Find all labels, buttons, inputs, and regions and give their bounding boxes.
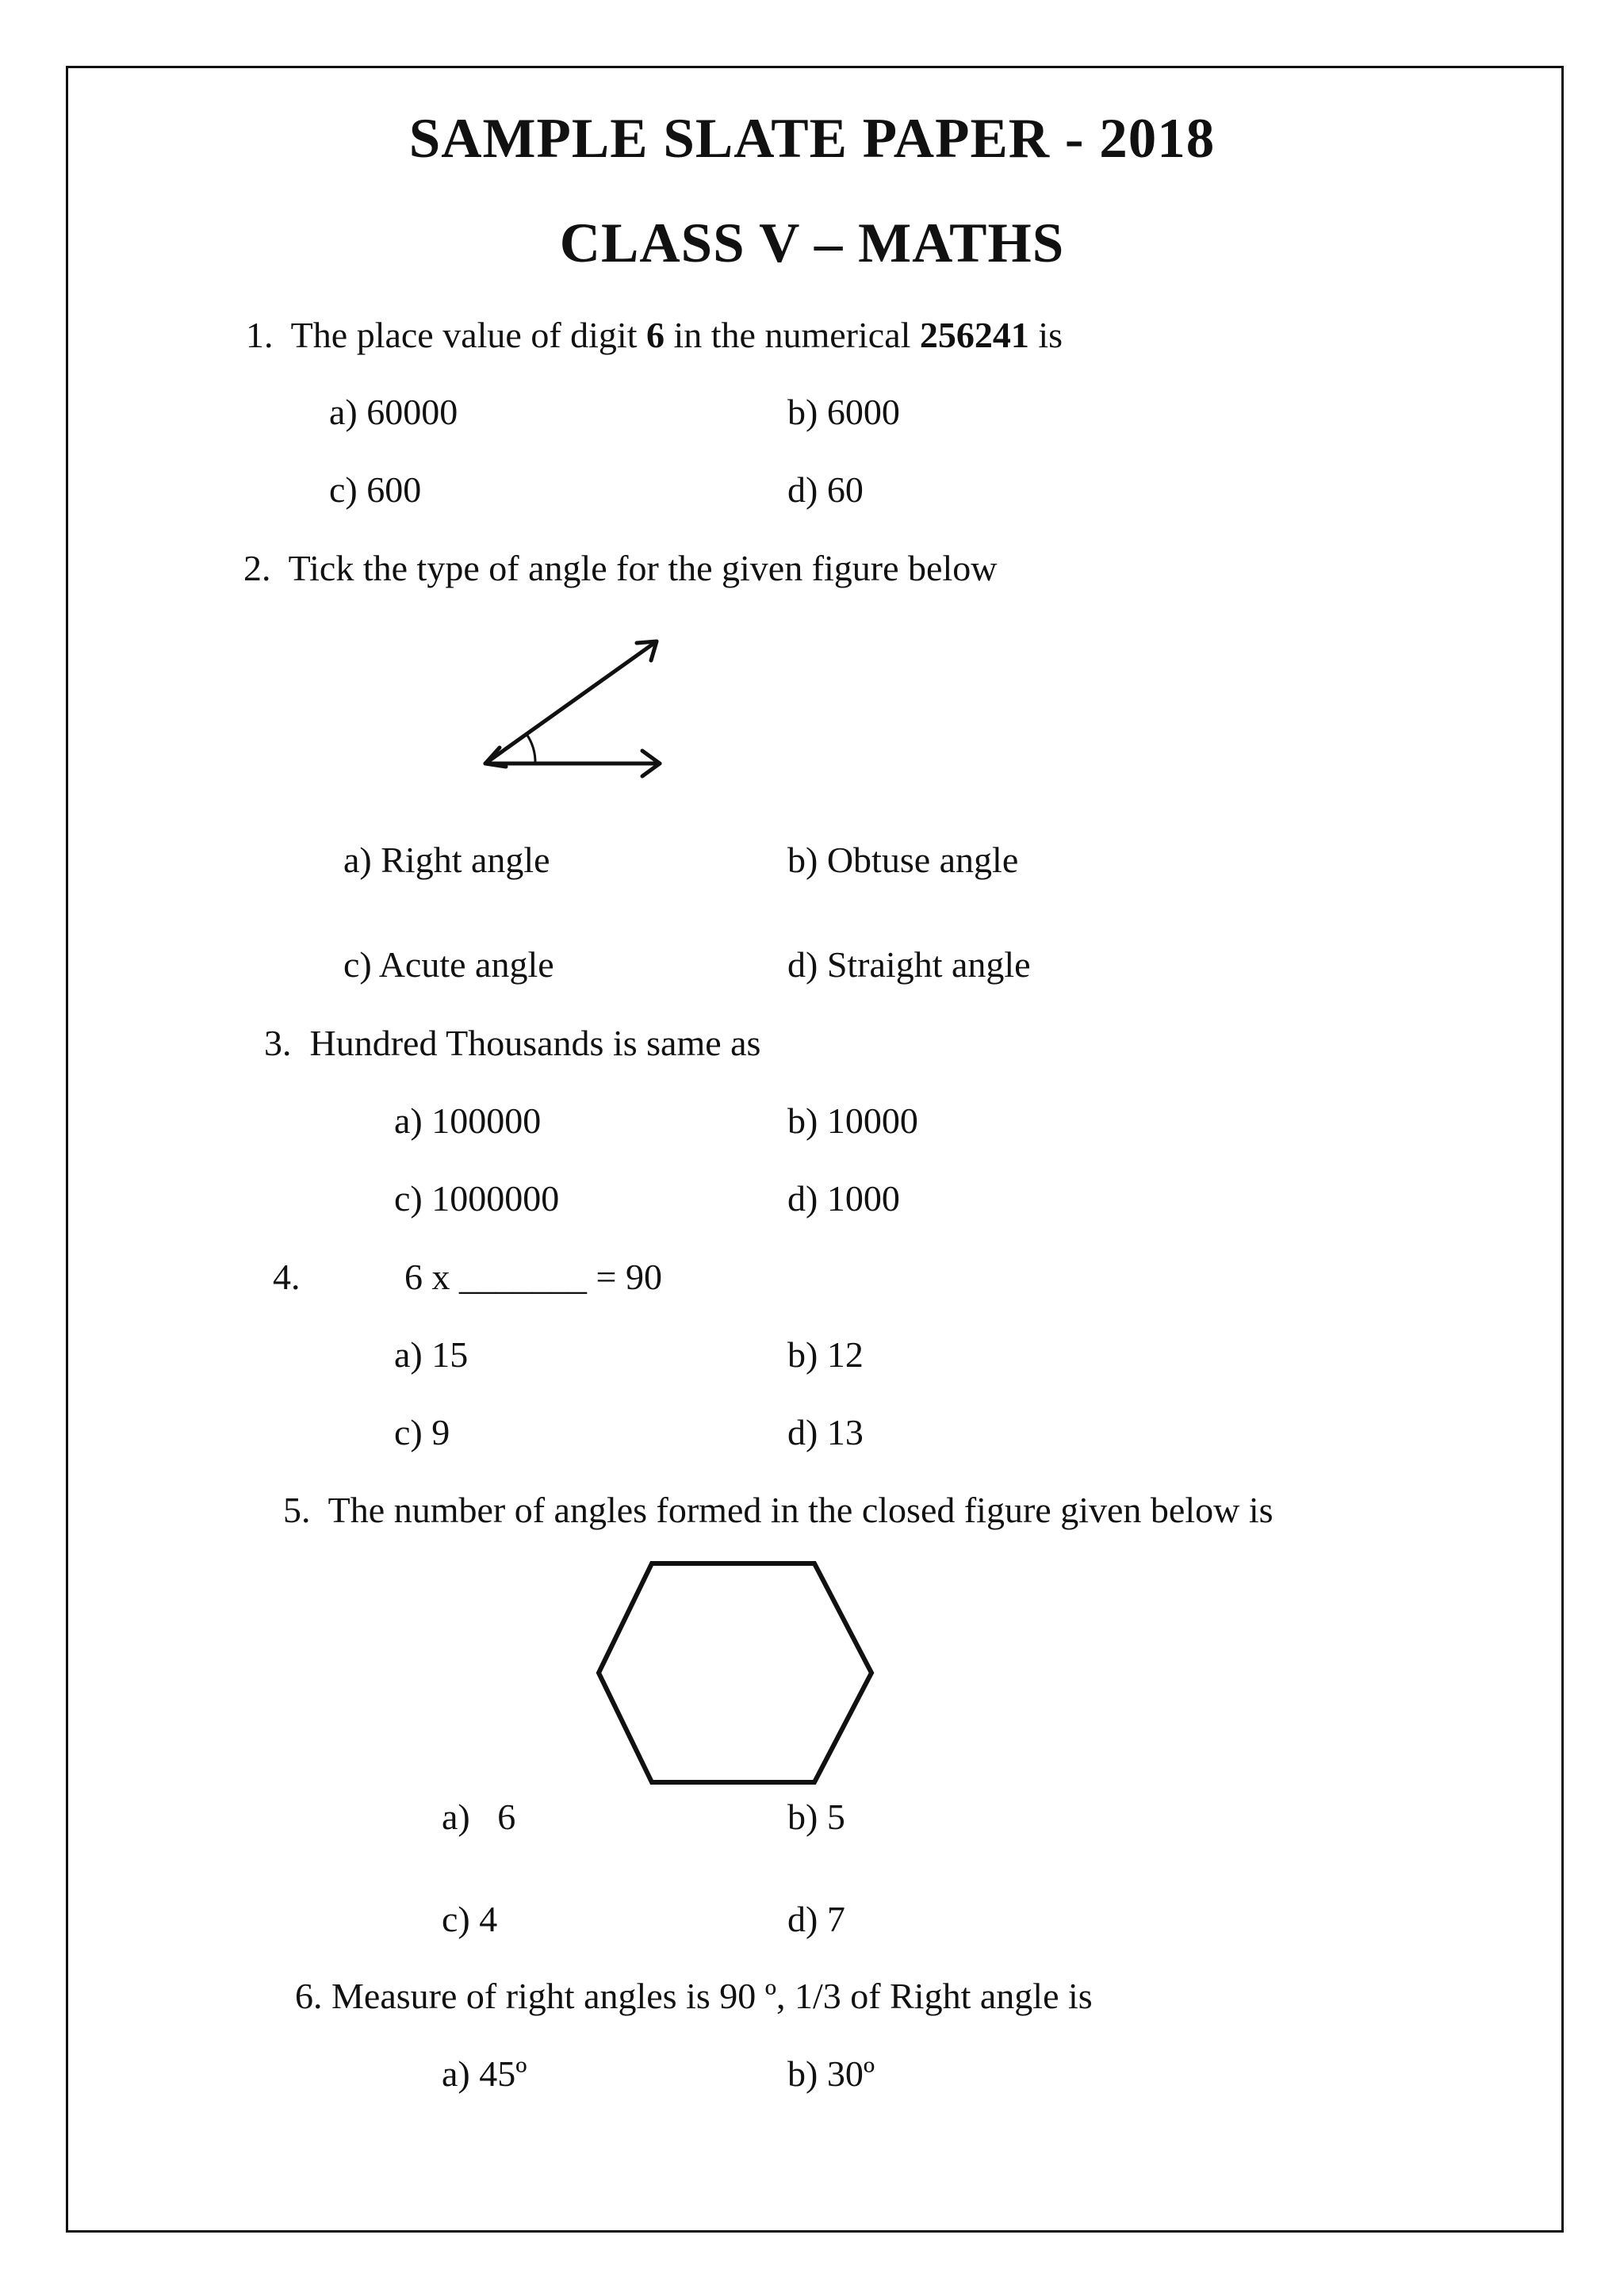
option-1d[interactable]: d) 60 [787,469,864,510]
question-4-text: 6 x _______ = 90 [404,1257,662,1297]
option-2d[interactable]: d) Straight angle [787,944,1031,985]
option-4c[interactable]: c) 9 [394,1412,450,1452]
option-4a[interactable]: a) 15 [394,1334,469,1375]
option-4b[interactable]: b) 12 [787,1334,864,1375]
option-4d[interactable]: d) 13 [787,1412,864,1452]
option-5c[interactable]: c) 4 [442,1899,498,1939]
question-text: is [1028,315,1063,355]
question-text: Hundred Thousands is same as [309,1023,761,1063]
option-2b[interactable]: b) Obtuse angle [787,840,1019,880]
option-3b[interactable]: b) 10000 [787,1100,918,1141]
question-number: 6. [295,1976,323,2016]
page-subtitle: CLASS V – MATHS [559,212,1065,274]
question-number: 2. [243,548,271,588]
acute-angle-icon [476,630,698,789]
question-number: 1. [246,315,274,355]
option-2a[interactable]: a) Right angle [343,840,550,880]
option-1a[interactable]: a) 60000 [329,392,458,432]
question-6 [295,1978,1093,2015]
question-text: Tick the type of angle for the given figure below [288,548,998,588]
option-5b[interactable]: b) 5 [787,1797,845,1837]
question-3 [264,1025,760,1062]
option-5a[interactable]: a) 6 [442,1797,516,1837]
option-3d[interactable]: d) 1000 [787,1178,900,1219]
question-5 [283,1492,1274,1529]
option-6a[interactable]: a) 45º [442,2053,527,2094]
question-2 [243,550,997,587]
question-1 [246,317,1063,354]
question-number: 5. [283,1490,311,1530]
option-1c[interactable]: c) 600 [329,469,422,510]
option-1b[interactable]: b) 6000 [787,392,900,432]
option-5d[interactable]: d) 7 [787,1899,845,1939]
question-number: 3. [264,1023,292,1063]
hexagon-icon [591,1556,876,1785]
option-6b[interactable]: b) 30º [787,2053,875,2094]
question-text: The number of angles formed in the closed figure given below is [327,1490,1274,1530]
option-3c[interactable]: c) 1000000 [394,1178,560,1219]
option-3a[interactable]: a) 100000 [394,1100,542,1141]
question-text: in the numerical [665,315,920,355]
question-text: The place value of digit [290,315,646,355]
option-2c[interactable]: c) Acute angle [343,944,554,985]
question-4-number: 4. [273,1257,301,1297]
question-emphasis: 256241 [919,315,1029,355]
page-title: SAMPLE SLATE PAPER - 2018 [408,108,1216,170]
question-emphasis: 6 [646,315,665,355]
question-text: Measure of right angles is 90 º, 1/3 of Right angle is [331,1976,1093,2016]
